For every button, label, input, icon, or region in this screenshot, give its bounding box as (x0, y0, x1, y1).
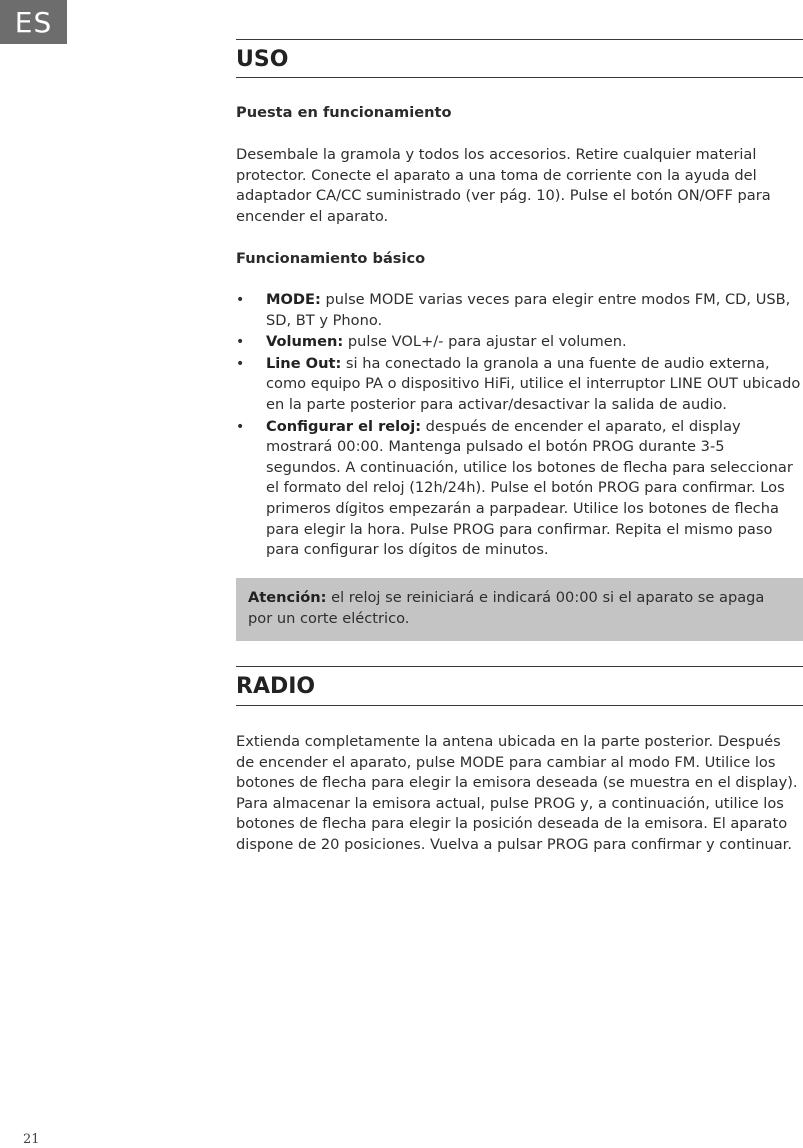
bullet-icon: • (236, 355, 245, 372)
item-label: Line Out: (266, 354, 342, 372)
language-tab: ES (0, 0, 67, 44)
section-title-radio: RADIO (236, 666, 803, 706)
item-text: después de encender el aparato, el display mostrará 00:00. Mantenga pulsado el botón PROG durante 3-5 segundos. A continuación, utilice los botones de flecha para seleccionar el formato del reloj (12h/24h). Pulse el botón PROG para confirmar. Los primeros dígitos empezarán a parpadear. Utilice los botones de flecha para elegir la hora. Pulse PROG para confirmar. Repita el mismo paso para configurar los dígitos de minutos. (266, 417, 793, 559)
bullet-icon: • (236, 334, 245, 351)
startup-heading: Puesta en funcionamiento (236, 104, 452, 121)
item-label: MODE: (266, 291, 321, 308)
attention-note (236, 578, 803, 641)
list-item (236, 417, 803, 561)
list-item (236, 354, 803, 416)
note-label: Atención: (248, 589, 327, 606)
basic-operation-list (236, 290, 803, 562)
list-item (236, 332, 803, 353)
list-item (236, 290, 803, 331)
section-title-uso: USO (236, 39, 803, 78)
radio-paragraph: Extienda completamente la antena ubicada en la parte posterior. Después de encender el aparato, pulse MODE para cambiar al modo FM. Utilice los botones de flecha para elegir la emisora deseada (se muestra en el display). Para almacenar la emisora actual, pulse PROG y, a continuación, utilice los botones de flecha para elegir la posición deseada de la emisora. El aparato dispone de 20 posiciones. Vuelva a pulsar PROG para confirmar y continuar. (236, 733, 798, 853)
page-number: 21 (23, 1132, 40, 1147)
item-text: pulse MODE varias veces para elegir entre modos FM, CD, USB, SD, BT y Phono. (266, 291, 791, 329)
item-text: si ha conectado la granola a una fuente de audio externa, como equipo PA o dispositivo HiFi, utilice el interruptor LINE OUT ubicado en la parte posterior para activar/desactivar la salida de audio. (266, 354, 801, 413)
item-text: pulse VOL+/- para ajustar el volumen. (343, 333, 627, 351)
basic-operation-heading: Funcionamiento básico (236, 250, 426, 267)
bullet-icon: • (236, 292, 245, 308)
startup-paragraph: Desembale la gramola y todos los accesorios. Retire cualquier material protector. Conecte el aparato a una toma de corriente con la ayuda del adaptador CA/CC suministrado (ver pág. 10). Pulse el botón ON/OFF para encender el aparato. (236, 146, 771, 225)
note-text: el reloj se reiniciará e indicará 00:00 si el aparato se apaga por un corte eléctrico. (248, 589, 765, 627)
item-label: Configurar el reloj: (266, 417, 422, 435)
item-label: Volumen: (266, 333, 344, 351)
bullet-icon: • (236, 418, 245, 435)
